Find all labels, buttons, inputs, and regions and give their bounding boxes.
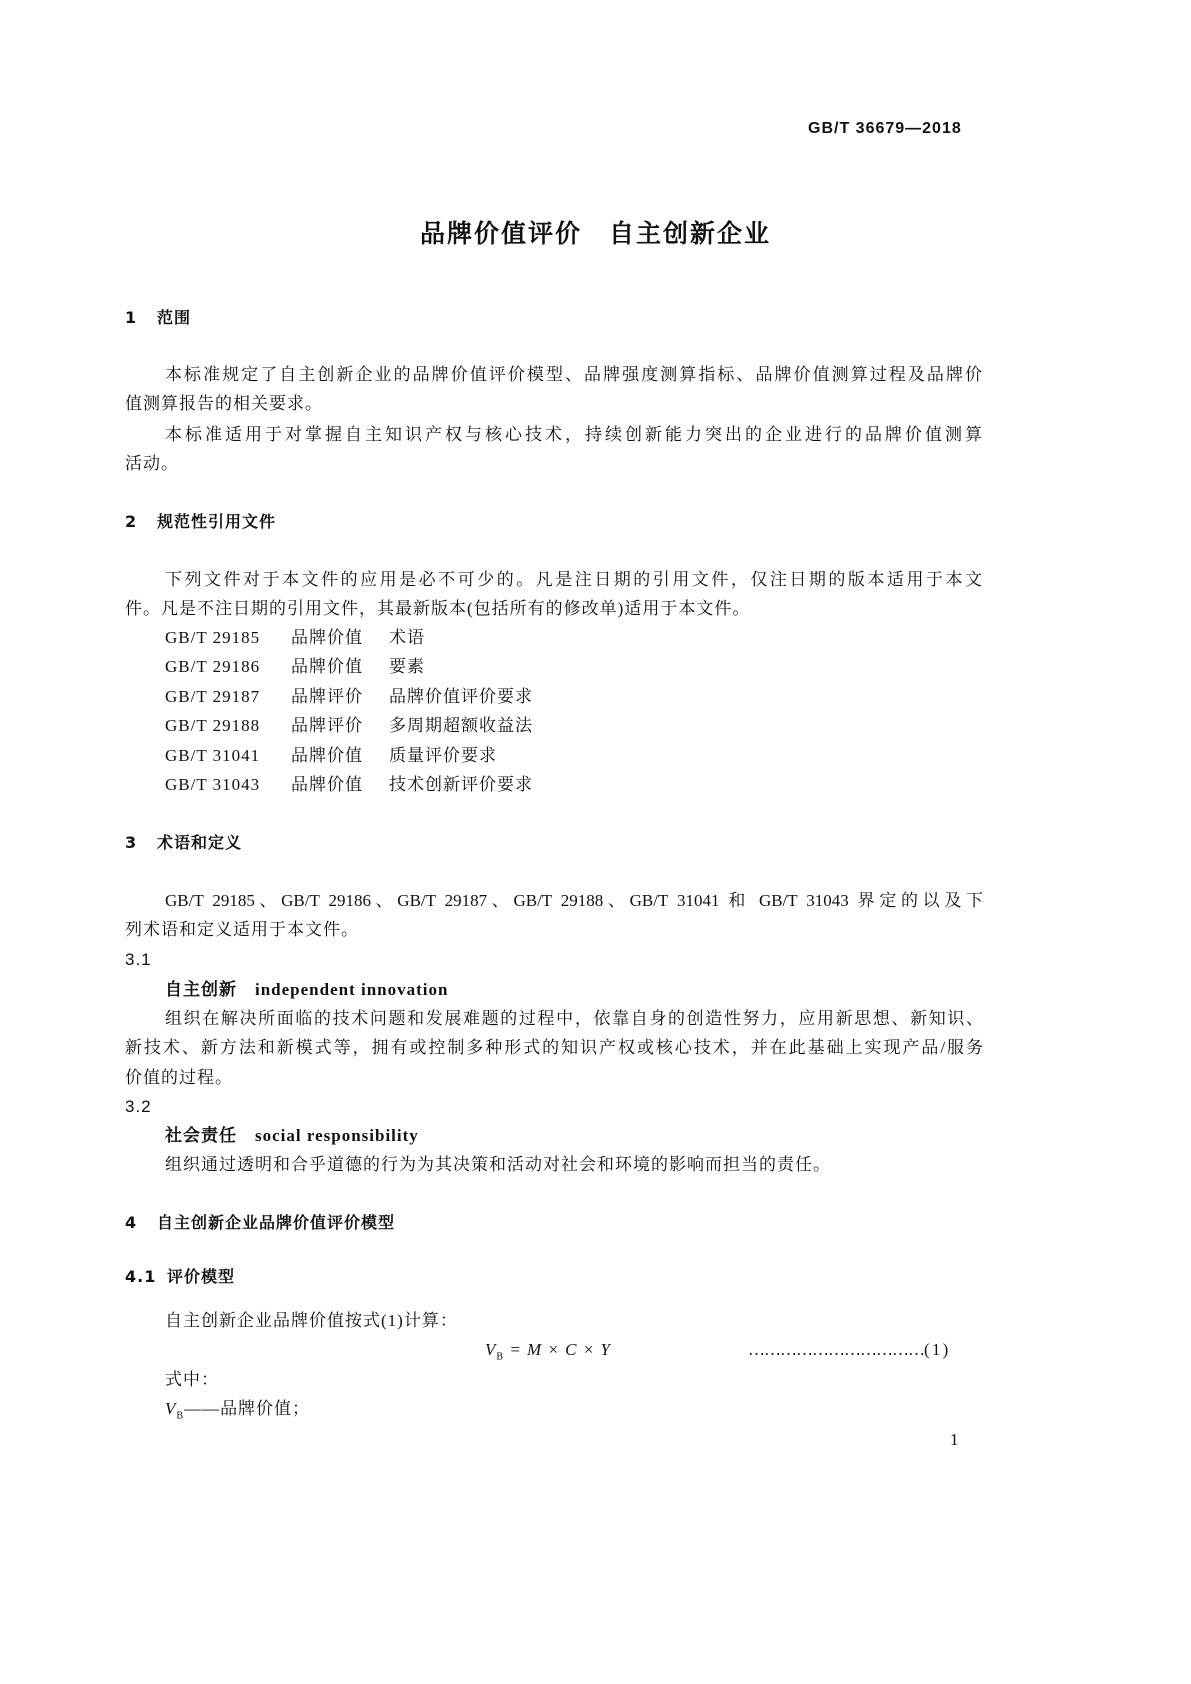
section-3-heading	[125, 832, 242, 854]
normative-reference	[165, 686, 533, 708]
formula-rhs: = M × C × Y	[509, 1340, 611, 1359]
paragraph-line: 本标准适用于对掌握自主知识产权与核心技术，持续创新能力突出的企业进行的品牌价值测算	[165, 425, 983, 444]
variable-sub: B	[176, 1410, 185, 1422]
term-heading	[165, 1125, 419, 1147]
paragraph-line: 件。凡是不注日期的引用文件，其最新版本(包括所有的修改单)适用于本文件。	[125, 599, 751, 618]
section-number: 2	[125, 512, 138, 531]
reference-topic: 品牌评价	[291, 716, 363, 736]
normative-reference	[165, 745, 497, 767]
reference-name: 技术创新评价要求	[389, 775, 533, 794]
reference-topic: 品牌价值	[291, 657, 363, 677]
formula-leader	[748, 1339, 947, 1361]
paragraph-line: 本标准规定了自主创新企业的品牌价值评价模型、品牌强度测算指标、品牌价值测算过程及品牌价	[165, 365, 983, 384]
section-1-heading	[125, 307, 191, 329]
definition-line: 价值的过程。	[125, 1068, 233, 1087]
section-title: 范围	[157, 308, 192, 327]
reference-code: GB/T 29188	[165, 716, 261, 736]
variable-desc: ——品牌价值；	[184, 1399, 311, 1418]
reference-topic: 品牌价值	[291, 628, 363, 647]
reference-name: 质量评价要求	[389, 745, 497, 765]
section-number: 4	[125, 1213, 138, 1232]
reference-topic: 品牌价值	[291, 775, 363, 794]
formula	[485, 1339, 611, 1368]
formula-lhs: V	[485, 1340, 497, 1359]
definition-line: 新技术、新方法和新模式等，拥有或控制多种形式的知识产权或核心技术，并在此基础上实现产品/服务	[125, 1038, 983, 1057]
reference-topic: 品牌评价	[291, 686, 363, 706]
subsection-4-1-heading	[125, 1266, 235, 1288]
paragraph-line: 活动。	[125, 454, 179, 473]
reference-topic: 品牌价值	[291, 745, 363, 765]
equation-number: ( 1 )	[924, 1340, 948, 1359]
reference-name: 要素	[389, 657, 425, 677]
section-number: 3	[125, 833, 138, 852]
section-number: 4.1	[125, 1267, 157, 1286]
definition-line: 组织在解决所面临的技术问题和发展难题的过程中，依靠自身的创造性努力，应用新思想、新知识、	[165, 1009, 983, 1028]
page-number: 1	[950, 1430, 960, 1449]
normative-reference	[165, 627, 425, 649]
reference-code: GB/T 29185	[165, 628, 261, 647]
normative-reference	[165, 715, 533, 737]
section-title: 自主创新企业品牌价值评价模型	[157, 1213, 396, 1232]
section-4-heading	[125, 1212, 395, 1234]
normative-reference	[165, 656, 425, 678]
term-number: 3.1	[125, 950, 152, 969]
normative-reference	[165, 774, 533, 796]
reference-code: GB/T 29187	[165, 686, 261, 706]
term-en: social responsibility	[255, 1126, 419, 1145]
reference-code: GB/T 31041	[165, 745, 261, 765]
document-code: GB/T 36679—2018	[808, 120, 962, 137]
paragraph-line: 值测算报告的相关要求。	[125, 394, 323, 413]
section-2-heading	[125, 511, 276, 533]
reference-name: 多周期超额收益法	[389, 716, 533, 736]
definition-line: 组织通过透明和合乎道德的行为为其决策和活动对社会和环境的影响而担当的责任。	[165, 1155, 831, 1174]
variable-symbol: V	[165, 1399, 177, 1418]
reference-code: GB/T 29186	[165, 657, 261, 677]
leader-dots: ……………………………	[748, 1340, 924, 1359]
section-title: 规范性引用文件	[157, 512, 277, 531]
formula-lhs-sub: B	[496, 1351, 505, 1363]
section-number: 1	[125, 308, 138, 327]
paragraph-line: 列术语和定义适用于本文件。	[125, 920, 359, 939]
page-title: 品牌价值评价 自主创新企业	[419, 219, 771, 248]
variable-definition	[165, 1398, 310, 1427]
reference-name: 品牌价值评价要求	[389, 686, 533, 706]
formula-intro: 自主创新企业品牌价值按式(1)计算：	[165, 1311, 458, 1330]
reference-code: GB/T 31043	[165, 775, 261, 794]
term-zh: 自主创新	[165, 980, 237, 999]
paragraph-line: GB/T 29185、GB/T 29186、GB/T 29187、GB/T 29188、GB/T 31041 和 GB/T 31043 界定的以及下	[165, 891, 983, 910]
term-heading	[165, 979, 448, 1001]
section-title: 评价模型	[167, 1267, 236, 1286]
section-title: 术语和定义	[157, 833, 243, 852]
term-number: 3.2	[125, 1097, 152, 1116]
term-en: independent innovation	[255, 980, 449, 999]
where-label: 式中：	[165, 1370, 219, 1389]
paragraph-line: 下列文件对于本文件的应用是必不可少的。凡是注日期的引用文件，仅注日期的版本适用于本文	[165, 570, 983, 589]
reference-name: 术语	[389, 628, 425, 647]
term-zh: 社会责任	[165, 1126, 237, 1145]
